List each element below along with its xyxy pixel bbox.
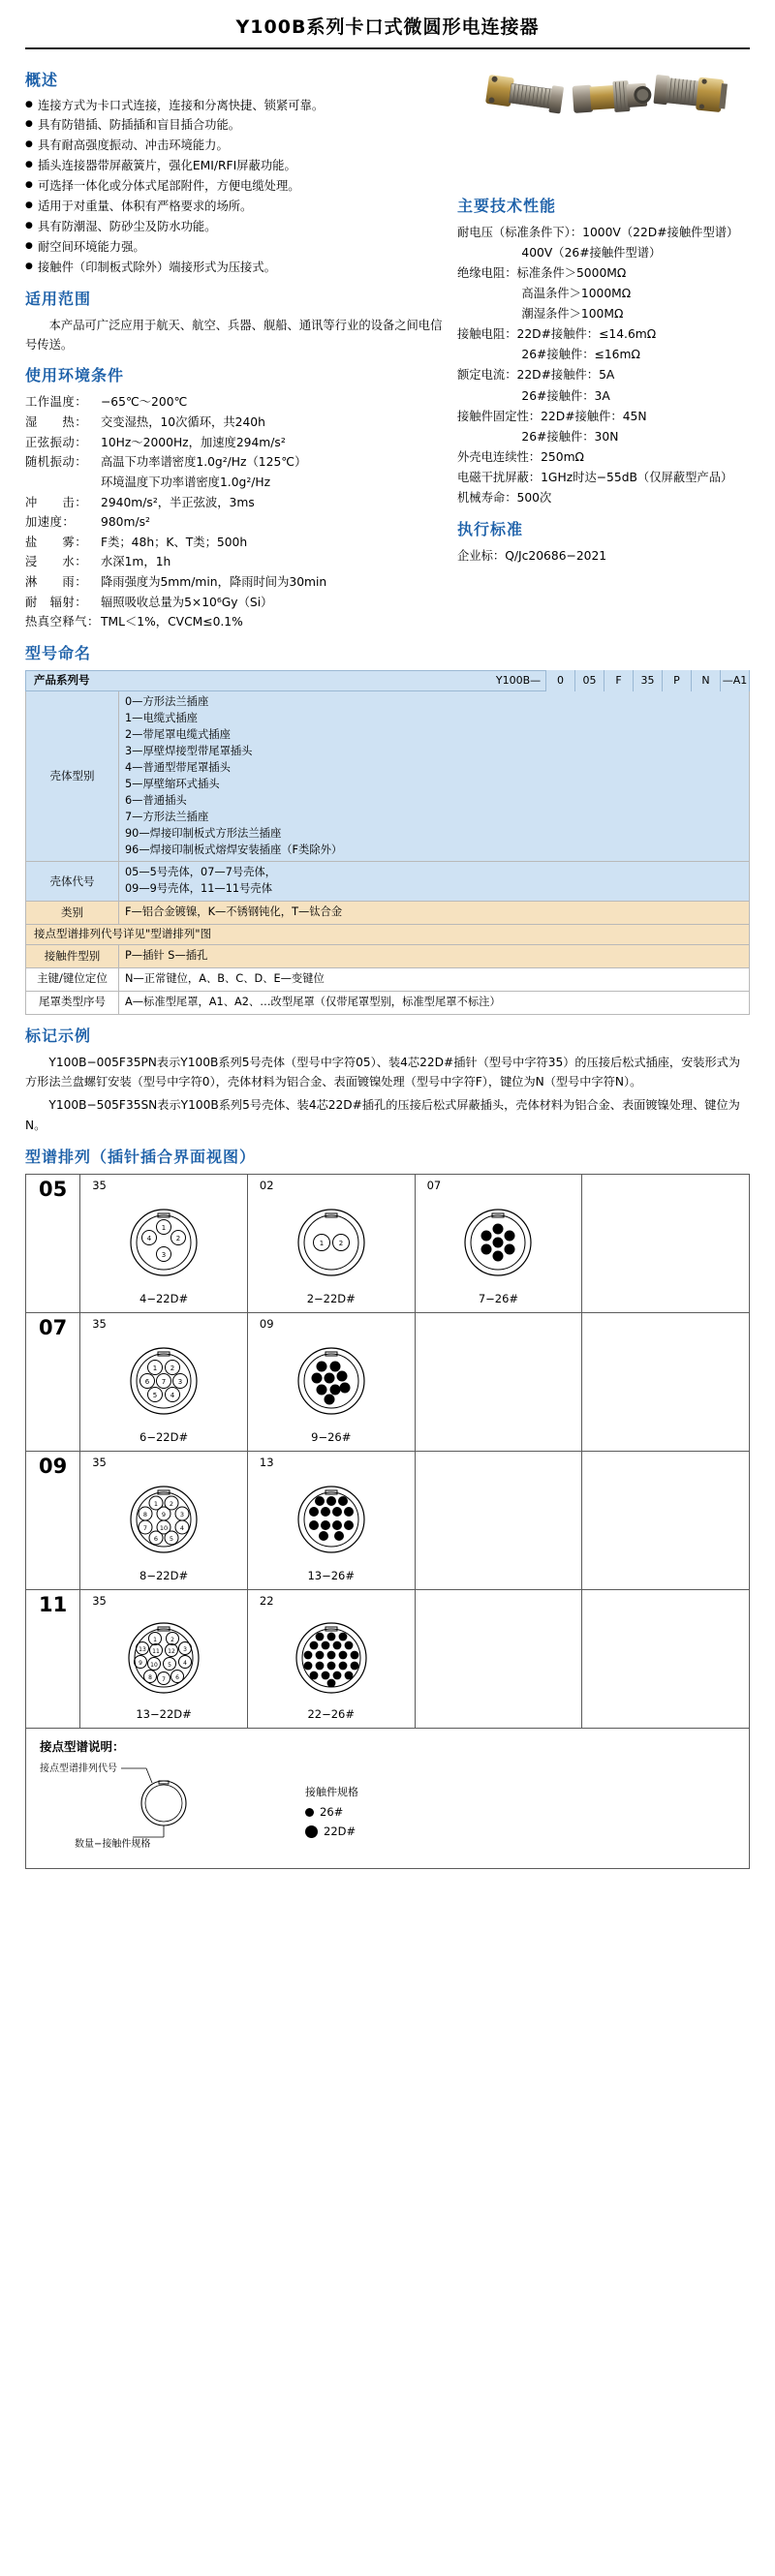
layout-caption: 2−22D#	[306, 1292, 356, 1306]
layout-cell-09-35	[80, 1451, 248, 1589]
svg-text:3: 3	[183, 1645, 187, 1653]
svg-text:12: 12	[168, 1647, 175, 1655]
svg-text:2: 2	[170, 1636, 174, 1643]
naming-heading: 型号命名	[25, 644, 92, 663]
table-row	[26, 1451, 750, 1589]
row-item: 96—焊接印制板式熔焊安装插座（F类除外）	[125, 843, 343, 856]
spec-key: 电磁干扰屏蔽：	[457, 471, 542, 485]
naming-row-shell-type	[25, 691, 750, 862]
env-value: TML＜1%，CVCM≤0.1%	[101, 615, 243, 629]
svg-text:7: 7	[161, 1378, 167, 1387]
row-label: 壳体型别	[26, 691, 119, 861]
layout-code: 35	[92, 1178, 107, 1192]
list-item: ● 接触件（印制板式除外）端接形式为压接式。	[25, 259, 444, 278]
code-cell-2: F	[604, 670, 633, 691]
env-key: 工作温度：	[25, 395, 87, 410]
env-value: 辐照吸收总量为5×10⁶Gy（Si）	[101, 595, 273, 609]
env-value: 10Hz～2000Hz，加速度294m/s²	[101, 435, 286, 449]
svg-text:4: 4	[183, 1659, 187, 1667]
series-label: 产品系列号	[34, 673, 90, 688]
environment-heading: 使用环境条件	[25, 366, 125, 385]
scope-text: 本产品可广泛应用于航天、航空、兵器、舰船、通讯等行业的设备之间电信号传送。	[25, 318, 443, 352]
svg-text:8: 8	[148, 1673, 152, 1681]
layout-code: 22	[259, 1593, 274, 1608]
env-value: 2940m/s²，半正弦波，3ms	[101, 495, 255, 509]
spec-value: 26#接触件：30N	[521, 429, 619, 444]
svg-text:2: 2	[175, 1235, 181, 1243]
code-cell-1: 05	[574, 670, 604, 691]
env-key: 随机振动：	[25, 455, 87, 470]
svg-text:1: 1	[161, 1224, 167, 1233]
naming-row-key-position	[25, 968, 750, 992]
row-body	[119, 968, 749, 991]
row-item: 90—焊接印制板式方形法兰插座	[125, 826, 282, 840]
legend-title: 接点型谱说明：	[40, 1738, 125, 1754]
env-value: 降雨强度为5mm/min，降雨时间为30min	[101, 575, 327, 590]
row-item: 5—厚壁缩环式插头	[125, 777, 220, 790]
layout-cell-05-02	[247, 1174, 415, 1312]
row-item: A—标准型尾罩，A1、A2、…改型尾罩（仅带尾罩型别，标准型尾罩不标注）	[125, 995, 501, 1008]
layout-drawing	[117, 1471, 210, 1569]
layout-caption: 13−26#	[307, 1569, 356, 1583]
svg-text:3: 3	[177, 1378, 183, 1387]
spec-value: 26#接触件：≤16mΩ	[521, 348, 640, 362]
layout-code: 09	[259, 1316, 274, 1331]
code-cell-6: —A1	[720, 670, 749, 691]
marking-paragraph: Y100B−005F35PN表示Y100B系列5号壳体（型号中字符05）、装4芯22D#插针（型号中字符35）的压接后松式插座，安装形式为方形法兰盘螺钉安装（型号中字符0），壳体材料为铝合金、表面镀镍处理（型号中字符F），键位为N（型号中字符N）。	[25, 1055, 741, 1089]
env-key	[25, 473, 101, 493]
svg-text:2: 2	[170, 1365, 175, 1373]
spec-key: 绝缘电阻：	[457, 265, 517, 280]
env-key: 淋 雨：	[25, 575, 87, 590]
svg-text:7: 7	[162, 1675, 166, 1683]
spec-value: 1GHz时达−55dB（仅屏蔽型产品）	[541, 471, 733, 485]
spec-key: 外壳电连续性：	[457, 450, 542, 465]
row-body	[119, 862, 749, 901]
layout-cell-05-35	[80, 1174, 248, 1312]
layout-drawing	[117, 1194, 210, 1292]
svg-text:3: 3	[161, 1251, 167, 1260]
layout-drawing	[451, 1194, 544, 1292]
layout-drawing	[115, 1610, 212, 1707]
row-label: 接触件型别	[26, 945, 119, 967]
row-item: 1—电缆式插座	[125, 712, 198, 725]
svg-text:5: 5	[169, 1535, 174, 1544]
spec-value: 22D#接触件：45N	[541, 409, 647, 423]
layout-cell-empty	[582, 1589, 750, 1728]
svg-text:4: 4	[170, 1392, 175, 1400]
env-key: 冲 击：	[25, 495, 87, 509]
marking-heading: 标记示例	[25, 1026, 92, 1045]
env-value: 环境温度下功率谱密度1.0g²/Hz	[101, 475, 271, 489]
env-key: 热真空释气：	[25, 615, 100, 629]
legend-22d-label: 22D#	[324, 1825, 356, 1839]
row-item: N—正常键位，A、B、C、D、E—变键位	[125, 971, 325, 985]
naming-row-layout-code	[25, 925, 750, 945]
layout-caption: 6−22D#	[140, 1430, 189, 1445]
svg-text:8: 8	[142, 1511, 148, 1519]
specs-heading: 主要技术性能	[457, 196, 557, 215]
matrix-heading: 型谱排列（插针插合界面视图）	[25, 1147, 257, 1166]
svg-text:1: 1	[319, 1240, 324, 1248]
code-cell-3: 35	[633, 670, 662, 691]
row-item: F—铝合金镀镍，K—不锈钢钝化，T—钛合金	[125, 905, 343, 919]
spec-value: 高温条件＞1000MΩ	[521, 286, 632, 300]
layout-cell-empty	[415, 1312, 582, 1451]
env-key: 耐 辐射：	[25, 595, 87, 609]
layout-cell-09-13	[247, 1451, 415, 1589]
svg-text:5: 5	[152, 1392, 158, 1400]
svg-text:4: 4	[179, 1524, 185, 1533]
env-value: F类；48h；K、T类；500h	[101, 535, 248, 549]
layout-code: 02	[259, 1178, 274, 1192]
svg-text:10: 10	[159, 1524, 169, 1533]
model-prefix: Y100B—	[495, 673, 542, 687]
spec-value: 26#接触件：3A	[521, 388, 610, 403]
spec-value: 标准条件＞5000MΩ	[516, 265, 627, 280]
marking-paragraph: Y100B−505F35SN表示Y100B系列5号壳体、装4芯22D#插孔的压接后松式屏蔽插头，壳体材料为铝合金、表面镀镍处理、键位为N。	[25, 1098, 740, 1132]
env-key: 加速度：	[25, 515, 76, 530]
svg-text:11: 11	[152, 1647, 160, 1655]
env-value: 水深1m，1h	[101, 555, 171, 569]
page-title: Y100B系列卡口式微圆形电连接器	[25, 14, 750, 49]
contact-26-icon	[305, 1808, 314, 1817]
row-item: 4—普通型带尾罩插头	[125, 760, 231, 774]
env-key: 盐 雾：	[25, 535, 87, 549]
layout-caption: 8−22D#	[140, 1569, 189, 1583]
legend-code-label: 接点型谱排列代号	[40, 1763, 117, 1775]
layout-caption: 22−26#	[307, 1707, 356, 1722]
spec-value: 400V（26#接触件型谱）	[521, 245, 662, 260]
specs-list	[457, 223, 742, 509]
code-cell-5: N	[691, 670, 720, 691]
row-item: 7—方形法兰插座	[125, 810, 209, 823]
layout-caption: 9−26#	[311, 1430, 352, 1445]
shell-size-05: 05	[26, 1174, 80, 1312]
naming-rows	[25, 691, 750, 1015]
shell-size-11: 11	[26, 1589, 80, 1728]
legend-spec-label: 接触件规格	[305, 1786, 358, 1799]
layout-cell-11-22	[247, 1589, 415, 1728]
right-column	[457, 59, 742, 567]
env-key: 湿 热：	[25, 414, 87, 429]
row-item: 6—普通插头	[125, 793, 187, 807]
layout-matrix-table	[25, 1174, 750, 1729]
row-label: 接点型谱排列代号详见"型谱排列"图	[34, 927, 212, 941]
list-item: ● 具有防潮湿、防砂尘及防水功能。	[25, 218, 444, 237]
svg-text:5: 5	[168, 1661, 171, 1669]
code-cell-0: 0	[545, 670, 574, 691]
layout-caption: 13−22D#	[136, 1707, 192, 1722]
svg-text:9: 9	[161, 1511, 167, 1519]
row-body	[119, 902, 749, 924]
spec-key: 接触电阻：	[457, 327, 517, 342]
standard-heading: 执行标准	[457, 520, 524, 539]
layout-code: 13	[259, 1455, 274, 1469]
svg-text:7: 7	[142, 1524, 148, 1533]
row-body	[119, 691, 749, 861]
environment-list	[25, 392, 444, 632]
spec-value: 500次	[516, 491, 552, 506]
row-item: 09—9号壳体，11—11号壳体	[125, 882, 272, 896]
layout-cell-11-35	[80, 1589, 248, 1728]
scope-heading: 适用范围	[25, 289, 92, 308]
row-item: 2—带尾罩电缆式插座	[125, 727, 231, 741]
row-item: 0—方形法兰插座	[125, 695, 209, 709]
list-item: ● 可选择一体化或分体式尾部附件，方便电缆处理。	[25, 177, 444, 197]
row-item: P—插针 S—插孔	[125, 948, 208, 962]
row-body	[119, 992, 749, 1014]
svg-text:10: 10	[150, 1661, 158, 1669]
spec-key: 额定电流：	[457, 368, 517, 383]
list-item: ● 具有耐高强度振动、冲击环境能力。	[25, 137, 444, 156]
left-column	[25, 59, 444, 633]
spec-key: 机械寿命：	[457, 491, 517, 506]
layout-cell-05-07	[415, 1174, 582, 1312]
layout-cell-empty	[582, 1174, 750, 1312]
product-photo	[457, 61, 742, 185]
naming-row-shell-code	[25, 862, 750, 902]
svg-text:6: 6	[175, 1673, 179, 1681]
row-label: 壳体代号	[26, 862, 119, 901]
row-item: 3—厚壁焊接型带尾罩插头	[125, 744, 253, 757]
svg-text:6: 6	[144, 1378, 150, 1387]
contact-22d-icon	[305, 1825, 318, 1838]
layout-cell-empty	[582, 1312, 750, 1451]
table-row	[26, 1589, 750, 1728]
layout-cell-empty	[582, 1451, 750, 1589]
spec-value: 250mΩ	[541, 450, 584, 465]
overview-heading: 概述	[25, 70, 59, 89]
layout-drawing	[285, 1333, 378, 1430]
spec-key: 耐电压（标准条件下）：	[457, 225, 583, 239]
row-label: 类别	[26, 902, 119, 924]
env-value: 交变湿热，10次循环，共240h	[101, 414, 265, 429]
legend-26-label: 26#	[320, 1804, 344, 1819]
overview-list	[25, 97, 444, 278]
standard-text: 企业标：Q/Jc20686−2021	[457, 549, 607, 564]
legend-diagram	[40, 1760, 282, 1855]
legend-qty-label: 数量−接触件规格	[75, 1839, 151, 1850]
layout-drawing	[283, 1610, 380, 1707]
naming-row-shroud-type	[25, 992, 750, 1015]
env-key: 正弦振动：	[25, 435, 87, 449]
svg-text:2: 2	[169, 1500, 174, 1509]
naming-row-contact-type	[25, 945, 750, 968]
svg-text:3: 3	[179, 1511, 185, 1519]
svg-text:1: 1	[153, 1500, 159, 1509]
layout-drawing	[117, 1333, 210, 1430]
spec-value: 潮湿条件＞100MΩ	[521, 307, 624, 322]
svg-text:4: 4	[146, 1235, 152, 1243]
layout-drawing	[285, 1471, 378, 1569]
row-item: 05—5号壳体，07—7号壳体，	[125, 866, 277, 879]
layout-caption: 4−22D#	[140, 1292, 189, 1306]
spec-key: 接触件固定性：	[457, 409, 542, 423]
naming-header-row	[25, 670, 750, 691]
table-row	[26, 1174, 750, 1312]
env-key: 浸 水：	[25, 555, 87, 569]
shell-size-07: 07	[26, 1312, 80, 1451]
naming-diagram	[25, 670, 750, 1015]
table-row	[26, 1312, 750, 1451]
row-label: 尾罩类型序号	[26, 992, 119, 1014]
list-item: ● 连接方式为卡口式连接，连接和分离快捷、锁紧可靠。	[25, 97, 444, 116]
spec-value: 22D#接触件：≤14.6mΩ	[516, 327, 657, 342]
env-value: 980m/s²	[101, 515, 150, 530]
svg-text:2: 2	[338, 1240, 343, 1248]
naming-row-category	[25, 902, 750, 925]
svg-text:1: 1	[152, 1365, 158, 1373]
layout-cell-07-09	[247, 1312, 415, 1451]
legend-panel	[25, 1729, 750, 1869]
list-item: ● 适用于对重量、体积有严格要求的场所。	[25, 198, 444, 217]
spec-value: 22D#接触件：5A	[516, 368, 615, 383]
layout-code: 35	[92, 1316, 107, 1331]
row-label: 主键/键位定位	[26, 968, 119, 991]
layout-code: 35	[92, 1455, 107, 1469]
list-item: ● 耐空间环境能力强。	[25, 238, 444, 258]
svg-text:6: 6	[153, 1535, 159, 1544]
legend-items	[305, 1760, 358, 1843]
spec-value: 1000V（22D#接触件型谱）	[582, 225, 739, 239]
code-cell-4: P	[662, 670, 691, 691]
svg-text:13: 13	[139, 1645, 146, 1653]
shell-size-09: 09	[26, 1451, 80, 1589]
env-value: −65℃～200℃	[101, 395, 188, 410]
svg-text:9: 9	[139, 1659, 142, 1667]
list-item: ● 具有防错插、防插插和盲目插合功能。	[25, 116, 444, 136]
row-body	[119, 945, 749, 967]
list-item: ● 插头连接器带屏蔽簧片，强化EMI/RFI屏蔽功能。	[25, 157, 444, 176]
layout-code: 35	[92, 1593, 107, 1608]
layout-caption: 7−26#	[478, 1292, 519, 1306]
env-value: 高温下功率谱密度1.0g²/Hz（125℃）	[101, 455, 307, 470]
layout-cell-empty	[415, 1451, 582, 1589]
marking-body	[25, 1053, 750, 1136]
layout-drawing	[285, 1194, 378, 1292]
layout-cell-07-35	[80, 1312, 248, 1451]
svg-text:1: 1	[153, 1636, 157, 1643]
layout-code: 07	[426, 1178, 442, 1192]
layout-cell-empty	[415, 1589, 582, 1728]
top-columns	[25, 59, 750, 633]
